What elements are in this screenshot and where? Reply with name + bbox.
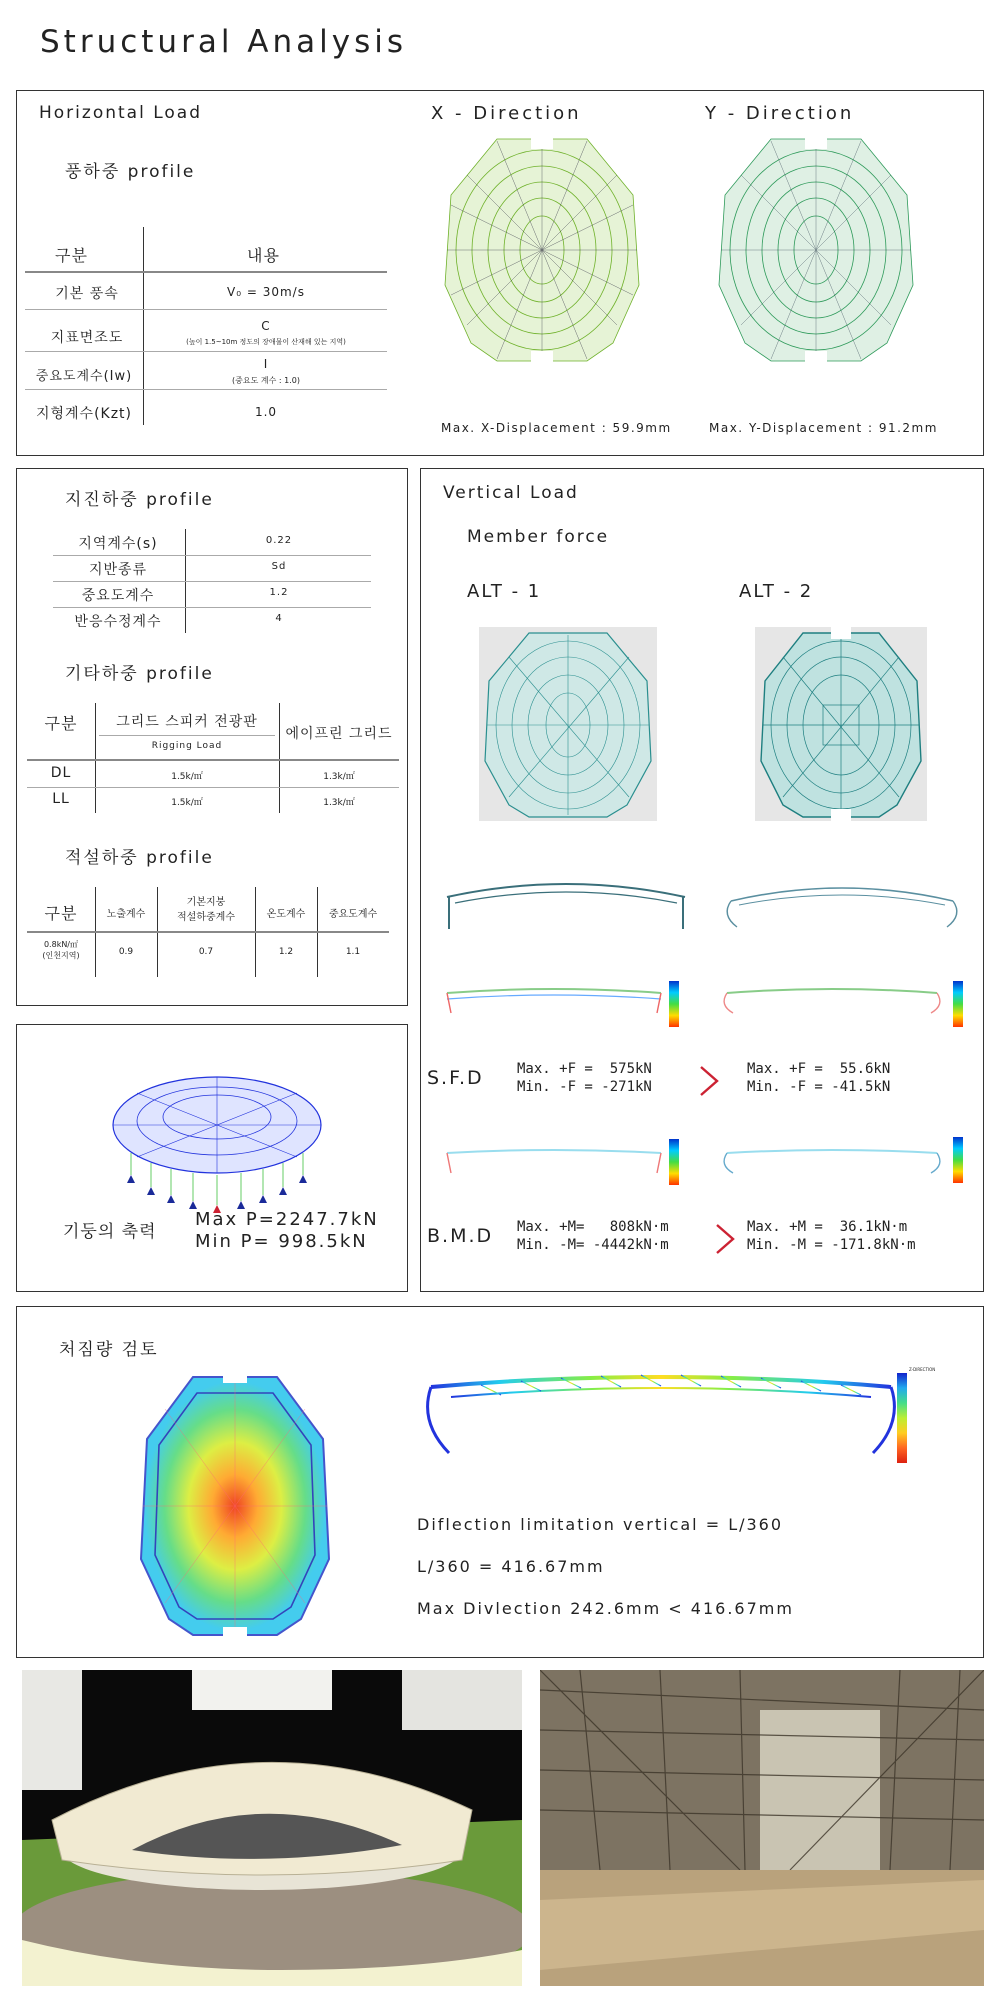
wind-profile-title: 풍하중 profile: [65, 162, 196, 182]
other-row-value: 1.3k/㎡: [323, 798, 355, 808]
sfd-compare-arrow: [697, 1063, 721, 1099]
deflection-line-2: L/360 = 416.67mm: [417, 1557, 605, 1576]
snow-row-value: 1.1: [345, 947, 361, 957]
column-axial-label: 기둥의 축력: [63, 1222, 157, 1242]
deflection-title: 처짐량 검토: [59, 1340, 159, 1360]
column-force-diagram: [107, 1065, 327, 1215]
alt2-bmd-legend: [953, 1137, 963, 1183]
alt1-title: ALT - 1: [467, 581, 542, 602]
bmd-alt2-min: Min. -M = -171.8kN·m: [747, 1237, 916, 1253]
seismic-row-label: 지반종류: [88, 562, 148, 578]
horizontal-load-panel: [16, 90, 984, 456]
vertical-load-panel: [420, 468, 984, 1292]
wind-row-value: C: [261, 319, 271, 333]
column-min-force: Min P= 998.5kN: [195, 1231, 368, 1252]
deflection-contour-plan: [135, 1369, 335, 1641]
alt1-truss-elevation: [441, 875, 691, 931]
other-row-label: DL: [50, 765, 72, 781]
sfd-alt2-min: Min. -F = -41.5kN: [747, 1079, 891, 1095]
vertical-load-title: Vertical Load: [443, 483, 579, 503]
wind-row-value: I: [263, 357, 269, 371]
horizontal-load-title: Horizontal Load: [39, 103, 202, 123]
wind-row-value: V₀ = 30m/s: [227, 285, 305, 299]
alt2-title: ALT - 2: [739, 581, 814, 602]
column-axial-panel: [16, 1024, 408, 1292]
other-header-rigging: Rigging Load: [151, 741, 223, 751]
snow-row-label: 0.8kN/㎡ (인천지역): [42, 940, 80, 960]
snow-row-value: 0.7: [198, 947, 214, 957]
seismic-profile-title: 지진하중 profile: [65, 490, 214, 510]
other-header-apron: 에이프린 그리드: [285, 726, 393, 742]
alt2-sfd-image: [717, 981, 947, 1017]
alt1-sfd-legend: [669, 981, 679, 1027]
other-load-table: [27, 703, 399, 813]
x-displacement-mesh: [437, 135, 647, 365]
seismic-table: [53, 529, 371, 633]
wind-header-content: 내용: [247, 246, 280, 265]
seismic-row-value: Sd: [271, 561, 287, 572]
seismic-row-label: 반응수정계수: [74, 614, 162, 630]
seismic-row-value: 4: [275, 613, 283, 624]
alt1-plan-image: [479, 627, 657, 821]
interior-render-image: [540, 1670, 984, 1986]
snow-load-table: [27, 887, 389, 977]
other-header-grid: 그리드 스피커 전광판: [116, 714, 258, 730]
wind-row-label: 기본 풍속: [55, 286, 119, 302]
column-max-force: Max P=2247.7kN: [195, 1209, 379, 1230]
alt1-sfd-image: [439, 981, 669, 1017]
bmd-label: B.M.D: [427, 1225, 494, 1247]
snow-header: 중요도계수: [328, 909, 378, 920]
y-displacement-mesh: [711, 135, 921, 365]
page-title: Structural Analysis: [40, 24, 408, 60]
alt2-plan-image: [755, 627, 927, 821]
deflection-legend-title: Z-DIRECTION: [909, 1367, 936, 1372]
snow-header: 온도계수: [266, 909, 306, 920]
y-direction-title: Y - Direction: [705, 103, 855, 124]
seismic-row-label: 지역계수(s): [78, 536, 158, 552]
exterior-render-image: [22, 1670, 522, 1986]
other-header-gubun: 구분: [44, 714, 78, 733]
load-profile-panel: [16, 468, 408, 1006]
other-row-value: 1.3k/㎡: [323, 772, 355, 782]
other-row-label: LL: [52, 791, 70, 807]
wind-row-label: 지표면조도: [50, 330, 124, 346]
wind-row-note: (높이 1.5~10m 정도의 장애물이 산재해 있는 지역): [186, 338, 346, 346]
bmd-alt1-min: Min. -M= -4442kN·m: [517, 1237, 669, 1253]
alt2-sfd-legend: [953, 981, 963, 1027]
wind-row-value: 1.0: [254, 405, 278, 419]
snow-header: 구분: [44, 904, 78, 923]
sfd-alt1-max: Max. +F = 575kN: [517, 1061, 652, 1077]
member-force-title: Member force: [467, 527, 610, 547]
bmd-alt1-max: Max. +M= 808kN·m: [517, 1219, 669, 1235]
sfd-alt2-max: Max. +F = 55.6kN: [747, 1061, 891, 1077]
other-row-value: 1.5k/㎡: [171, 798, 203, 808]
sfd-label: S.F.D: [427, 1067, 484, 1089]
wind-row-label: 지형계수(Kzt): [35, 406, 133, 422]
snow-row-value: 1.2: [278, 947, 294, 957]
x-displacement-label: Max. X-Displacement : 59.9mm: [441, 421, 672, 435]
deflection-legend: [897, 1367, 949, 1467]
seismic-row-value: 1.2: [269, 587, 289, 598]
bmd-alt2-max: Max. +M = 36.1kN·m: [747, 1219, 908, 1235]
alt2-bmd-image: [717, 1141, 947, 1177]
wind-header-gubun: 구분: [55, 246, 88, 265]
deflection-line-3: Max Divlection 242.6mm < 416.67mm: [417, 1599, 794, 1618]
deflection-line-1: Diflection limitation vertical = L/360: [417, 1515, 784, 1534]
seismic-row-value: 0.22: [265, 535, 293, 546]
other-row-value: 1.5k/㎡: [171, 772, 203, 782]
alt1-bmd-legend: [669, 1139, 679, 1185]
bmd-compare-arrow: [713, 1221, 737, 1257]
seismic-row-label: 중요도계수: [81, 588, 155, 604]
snow-row-value: 0.9: [118, 947, 134, 957]
other-profile-title: 기타하중 profile: [65, 664, 214, 684]
x-direction-title: X - Direction: [431, 103, 582, 124]
alt1-bmd-image: [439, 1141, 669, 1177]
deflection-truss-elevation: [421, 1367, 901, 1457]
snow-profile-title: 적설하중 profile: [65, 848, 214, 868]
wind-row-label: 중요도계수(Iw): [35, 369, 133, 384]
wind-table: [25, 227, 387, 427]
snow-header: 노출계수: [106, 909, 146, 920]
deflection-panel: [16, 1306, 984, 1658]
wind-row-note: (중요도 계수 : 1.0): [232, 376, 300, 385]
alt2-truss-elevation: [717, 875, 967, 931]
y-displacement-label: Max. Y-Displacement : 91.2mm: [709, 421, 938, 435]
snow-header: 기본지붕 적설하중계수: [177, 897, 235, 923]
sfd-alt1-min: Min. -F = -271kN: [517, 1079, 652, 1095]
